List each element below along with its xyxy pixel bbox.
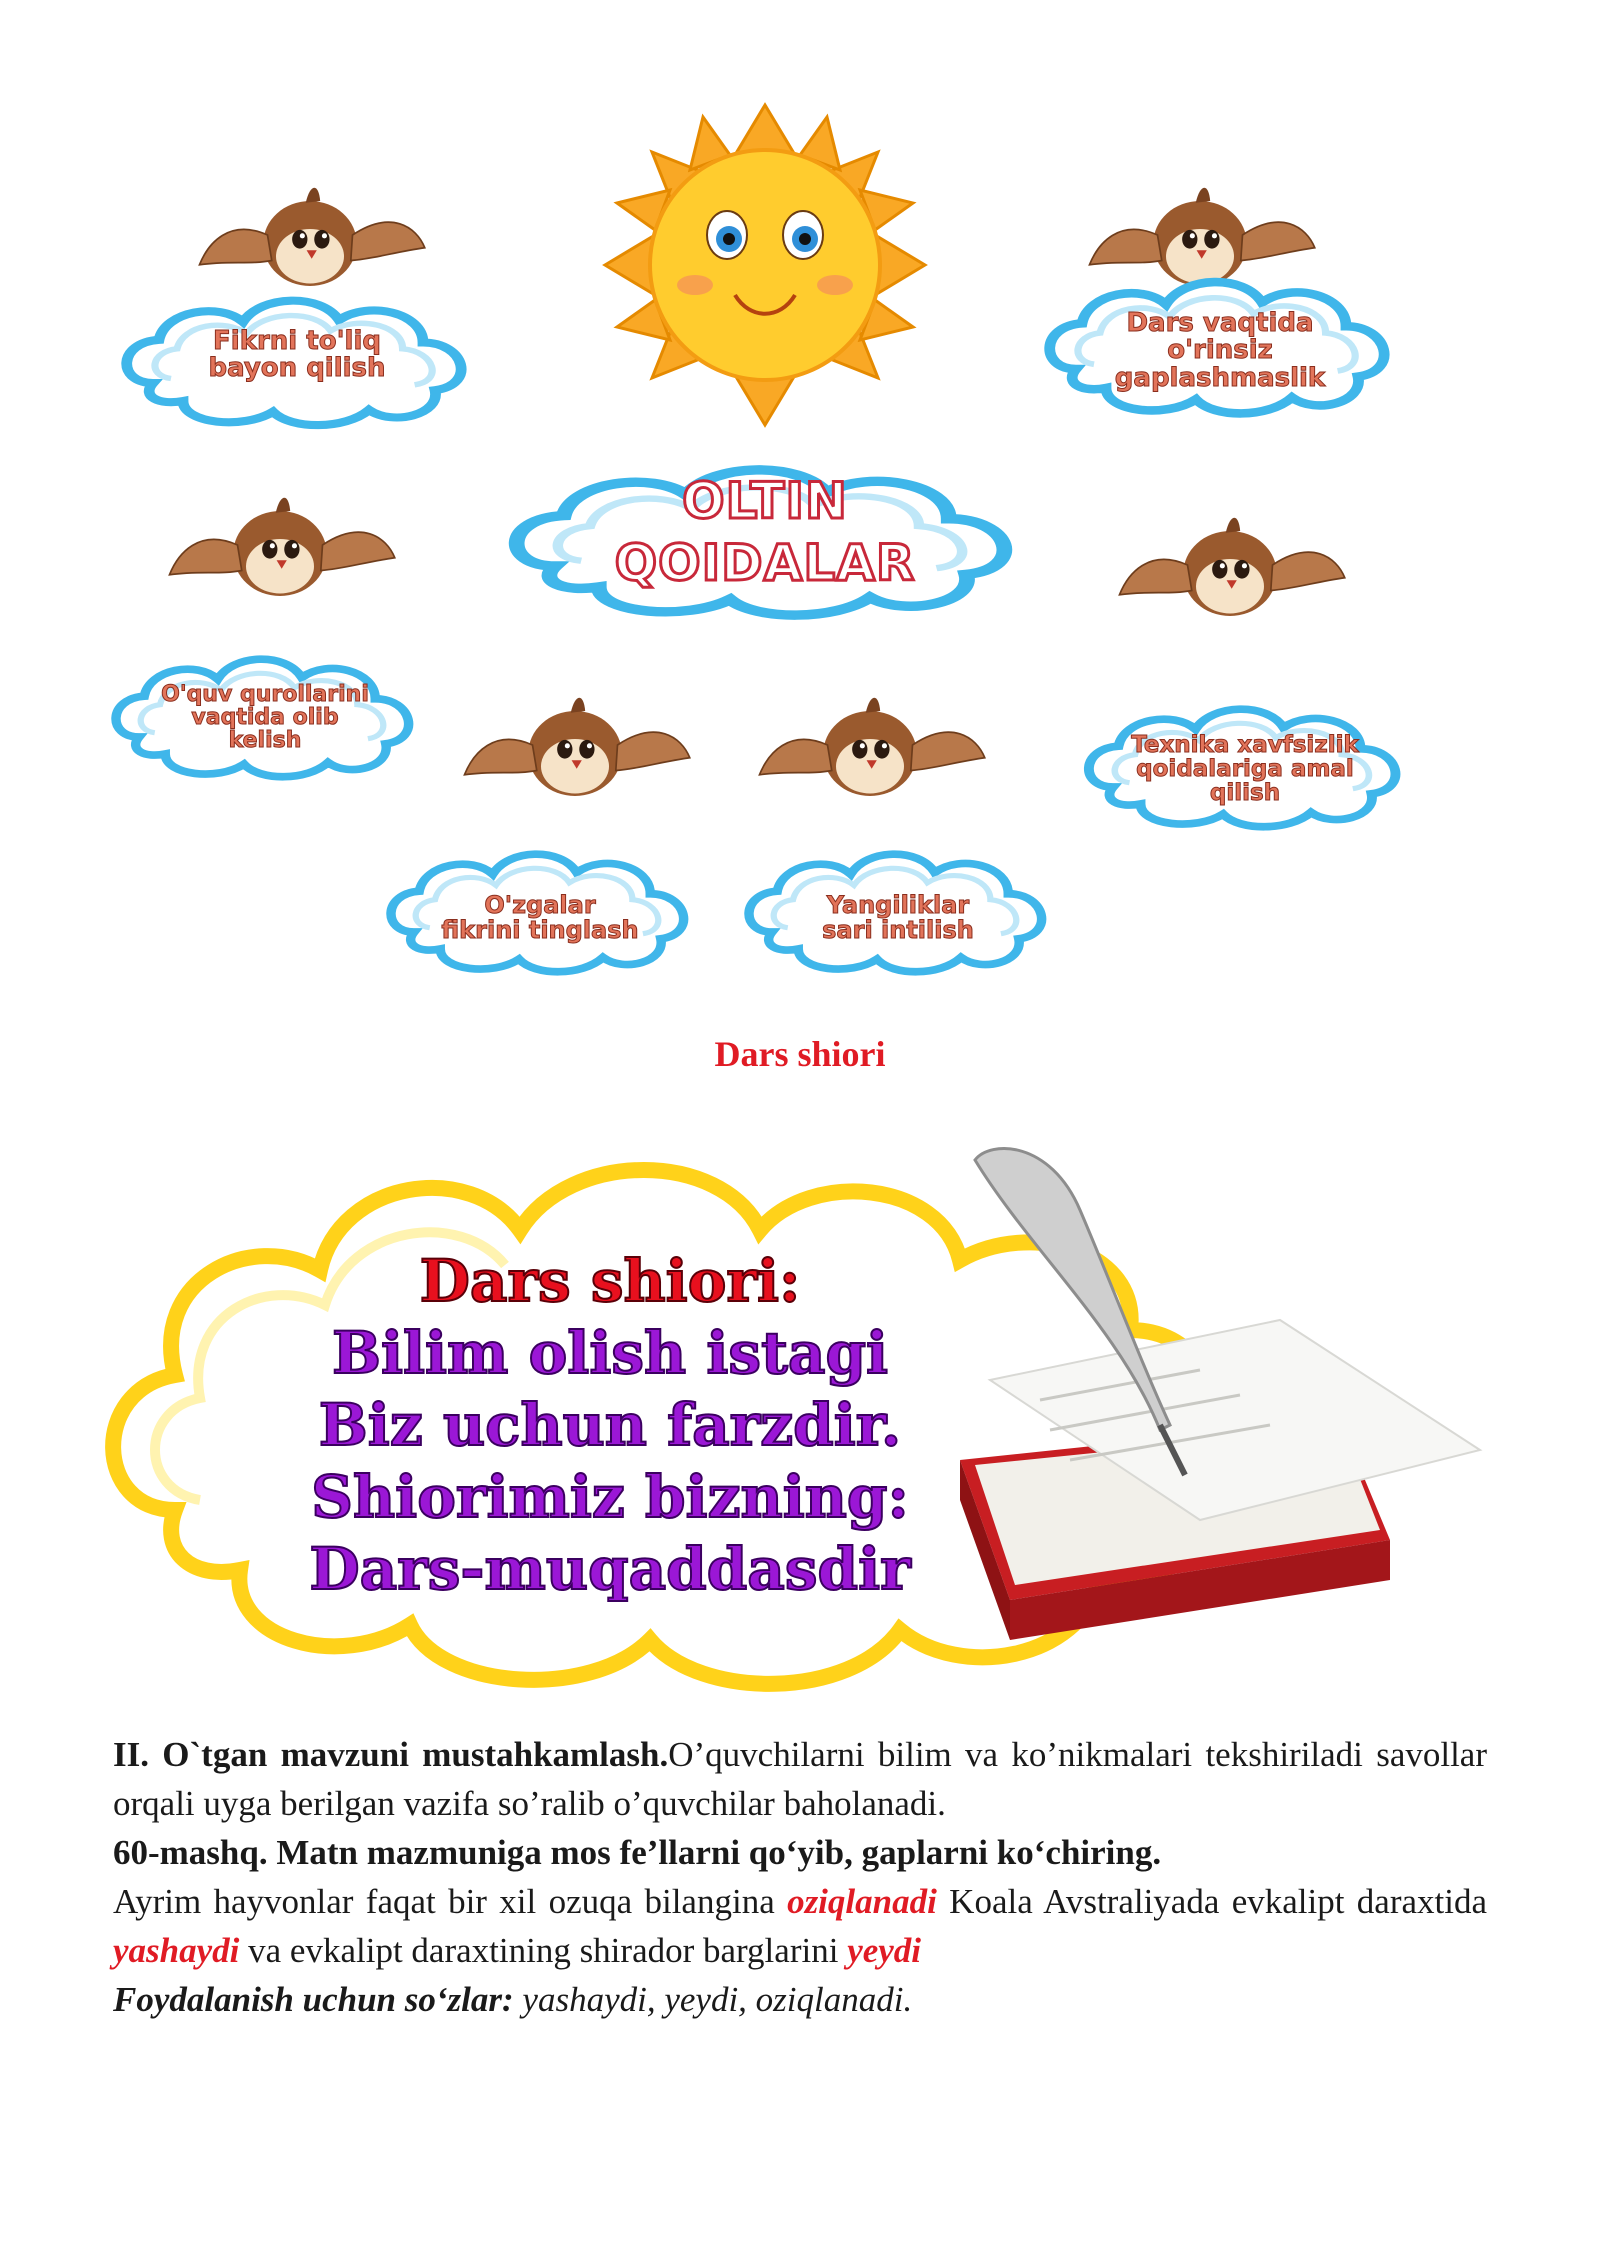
exercise-title: 60-mashq. Matn mazmuniga mos fe’llarni qo‘yib, gaplarni ko‘chiring. <box>113 1833 1162 1872</box>
rule-line: qoidalariga amal <box>1136 756 1354 783</box>
section-intro: O’quvchilarni bilim va ko’nikmalari tekshiriladi savollar orqali uyga berilgan vazifa so’ralib o’quvchilar baholanadi. <box>113 1735 1487 1823</box>
rule-line: Dars vaqtida <box>1126 308 1314 338</box>
bird-illustration <box>200 188 425 286</box>
rule-line: bayon qilish <box>208 353 386 384</box>
bird-illustration <box>1120 518 1345 616</box>
rule-line: Texnika xavfsizlik <box>1131 732 1359 758</box>
exercise-text-part: Koala Avstraliyada evkalipt daraxtida <box>936 1882 1487 1921</box>
section-heading: II. O`tgan mavzuni mustahkamlash. <box>113 1735 669 1774</box>
rule-line: qilish <box>1209 780 1281 807</box>
rule-label <box>778 893 1018 943</box>
rule-line: O'quv qurollarini <box>161 682 369 707</box>
bird-illustration <box>760 698 985 796</box>
words-label: Foydalanish uchun so‘zlar: <box>113 1980 514 2019</box>
exercise-text <box>113 1877 1487 1975</box>
rule-line: O'zgalar <box>484 891 596 919</box>
poster-title-line2: QOIDALAR <box>614 534 916 592</box>
exercise-text-part: va evkalipt daraxtining shirador barglarini <box>239 1931 848 1970</box>
motto-line: Bilim olish istagi <box>331 1319 889 1387</box>
answer-word: yeydi <box>847 1931 922 1970</box>
rule-line: kelish <box>228 728 302 754</box>
motto-line: Dars shiori: <box>419 1247 801 1315</box>
caption: Dars shiori <box>714 1034 886 1074</box>
bird-illustration <box>170 498 395 596</box>
section-paragraph <box>113 1730 1487 1828</box>
motto-line: Shiorimiz bizning: <box>311 1463 909 1531</box>
motto-line: Dars-muqaddasdir <box>309 1535 911 1603</box>
rule-line: fikrini tinglash <box>441 916 639 945</box>
poster-title-line1: OLTIN <box>682 472 848 530</box>
rule-line: o'rinsiz <box>1167 335 1273 366</box>
words-paragraph <box>113 1975 1487 2024</box>
answer-word: yashaydi <box>113 1931 240 1970</box>
rule-line: Yangiliklar <box>826 891 970 919</box>
exercise-text-part: Ayrim hayvonlar faqat bir xil ozuqa bilangina <box>113 1882 788 1921</box>
poster-title <box>565 470 965 594</box>
rule-label <box>150 683 380 752</box>
rule-line: Fikrni to'liq <box>213 326 381 356</box>
rule-line: vaqtida olib <box>191 705 339 731</box>
rule-line: sari intilish <box>822 916 974 945</box>
rule-label <box>1110 733 1380 805</box>
rule-label <box>420 893 660 943</box>
bird-illustration <box>465 698 690 796</box>
words-list: yashaydi, yeydi, oziqlanadi. <box>513 1980 913 2019</box>
motto-line: Biz uchun farzdir. <box>318 1391 902 1459</box>
answer-word: oziqlanadi <box>787 1882 937 1921</box>
motto <box>230 1245 990 1605</box>
rule-line: gaplashmaslik <box>1114 362 1326 393</box>
lesson-text <box>113 1730 1487 2024</box>
sun-illustration <box>605 105 925 425</box>
bird-illustration <box>1090 188 1315 286</box>
rule-label <box>172 328 422 383</box>
rule-label <box>1090 310 1350 392</box>
